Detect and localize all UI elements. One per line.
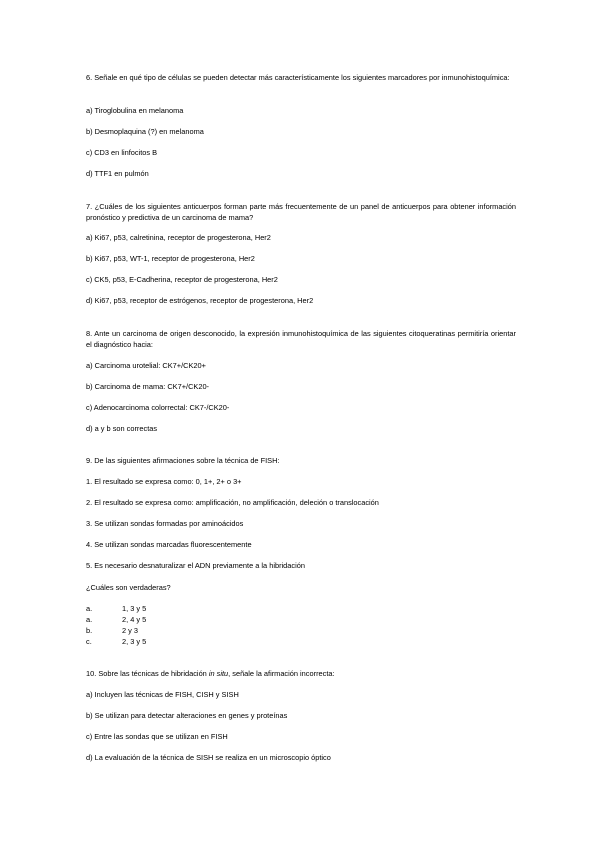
q9-statement-3: 3. Se utilizan sondas formadas por aminoácidos — [86, 519, 244, 528]
q6-option-b: b) Desmoplaquina (?) en melanoma — [86, 127, 204, 136]
q6-option-a: a) Tiroglobulina en melanoma — [86, 106, 184, 115]
q9-statement-1: 1. El resultado se expresa como: 0, 1+, 2+ o 3+ — [86, 477, 242, 486]
q7-option-c: c) CK5, p53, E-Cadherina, receptor de progesterona, Her2 — [86, 275, 278, 284]
question-9-text: 9. De las siguientes afirmaciones sobre la técnica de FISH: — [86, 456, 280, 465]
q9-statement-5: 5. Es necesario desnaturalizar el ADN previamente a la hibridación — [86, 561, 305, 570]
q6-option-d: d) TTF1 en pulmón — [86, 169, 149, 178]
q7-option-d: d) Ki67, p53, receptor de estrógenos, receptor de progesterona, Her2 — [86, 296, 314, 305]
q9-option-letter: a. — [86, 615, 93, 624]
q9-statement-4: 4. Se utilizan sondas marcadas fluorescentemente — [86, 540, 252, 549]
q10-prefix: 10. Sobre las técnicas de hibridación — [86, 669, 209, 678]
q8-option-a: a) Carcinoma urotelial: CK7+/CK20+ — [86, 361, 206, 370]
q8-option-d: d) a y b son correctas — [86, 424, 158, 433]
q9-option-value: 1, 3 y 5 — [122, 604, 147, 613]
q9-option-value: 2, 3 y 5 — [122, 637, 147, 646]
question-10-text — [86, 669, 335, 679]
q9-option-letter: a. — [86, 604, 93, 613]
question-8-text: 8. Ante un carcinoma de origen desconocido, la expresión inmunohistoquímica de las siguientes citoqueratinas permitiría orientar el diagnóstico hacia: — [86, 329, 516, 349]
q8-option-b: b) Carcinoma de mama: CK7+/CK20- — [86, 382, 210, 391]
q9-statement-2: 2. El resultado se expresa como: amplificación, no amplificación, deleción o translocación — [86, 498, 379, 507]
question-7-text: 7. ¿Cuáles de los siguientes anticuerpos forman parte más frecuentemente de un panel de anticuerpos para obtener información pronóstico y predictiva de un carcinoma de mama? — [86, 202, 516, 222]
q10-option-d: d) La evaluación de la técnica de SISH se realiza en un microscopio óptico — [86, 753, 331, 762]
q7-option-a: a) Ki67, p53, calretinina, receptor de progesterona, Her2 — [86, 233, 271, 242]
question-6-text: 6. Señale en qué tipo de células se pueden detectar más característicamente los siguientes marcadores por inmunohistoquímica: — [86, 73, 510, 82]
q9-option-value: 2, 4 y 5 — [122, 615, 147, 624]
q10-option-b: b) Se utilizan para detectar alteraciones en genes y proteínas — [86, 711, 288, 720]
q10-italic-term: in situ — [208, 669, 229, 678]
q10-suffix: , señale la afirmación incorrecta: — [228, 669, 335, 678]
q10-option-c: c) Entre las sondas que se utilizan en FISH — [86, 732, 228, 741]
q10-option-a: a) Incluyen las técnicas de FISH, CISH y SISH — [86, 690, 239, 699]
q9-option-letter: c. — [86, 637, 92, 646]
q8-option-c: c) Adenocarcinoma colorrectal: CK7-/CK20- — [86, 403, 230, 412]
q9-prompt: ¿Cuáles son verdaderas? — [86, 583, 171, 592]
q6-option-c: c) CD3 en linfocitos B — [86, 148, 158, 157]
q9-option-value: 2 y 3 — [122, 626, 139, 635]
q9-option-letter: b. — [86, 626, 93, 635]
q7-option-b: b) Ki67, p53, WT-1, receptor de progesterona, Her2 — [86, 254, 255, 263]
